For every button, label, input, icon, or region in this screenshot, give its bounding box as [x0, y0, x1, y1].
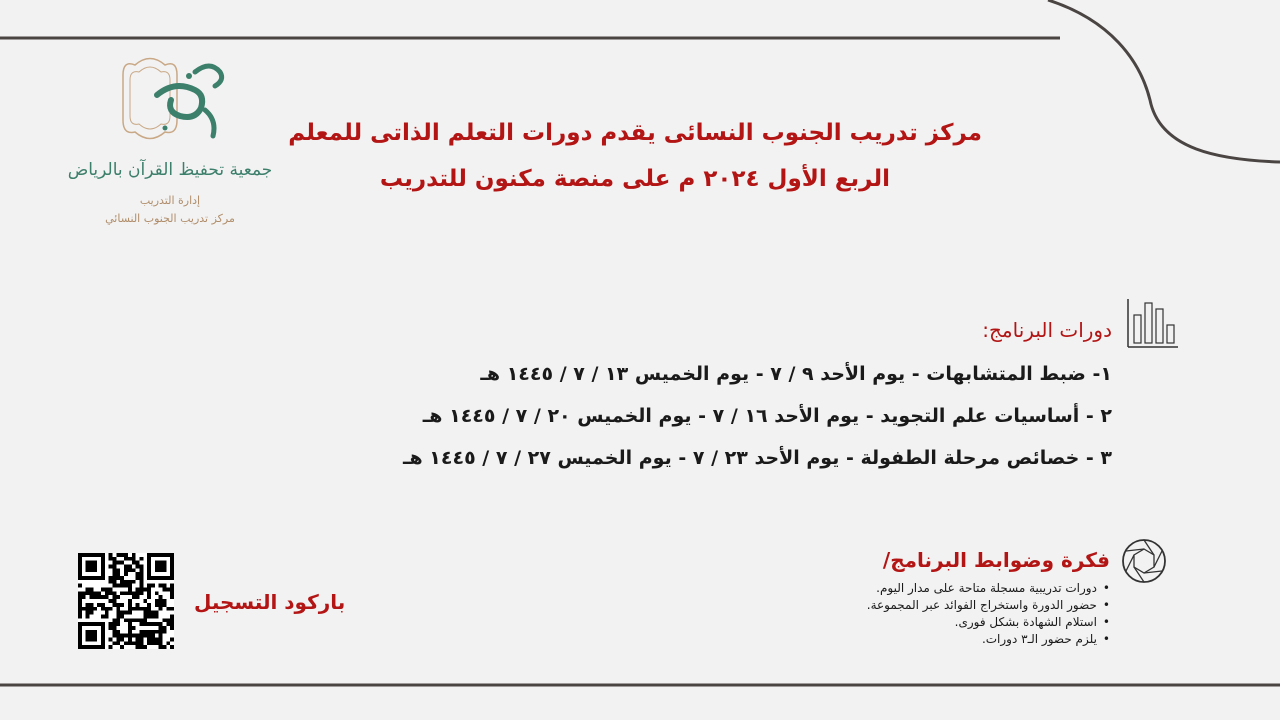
org-name: جمعية تحفيظ القرآن بالرياض: [67, 160, 273, 180]
department-name: إدارة التدريب: [139, 194, 201, 207]
course-item-2: ٢ - أساسيات علم التجويد - يوم الأحد ١٦ / ٧ - يوم الخميس ٢٠ / ٧ / ١٤٤٥ هـ: [422, 405, 1112, 427]
rule-item-4: • يلزم حضور الـ٣ دورات.: [690, 631, 1110, 648]
bar-chart-icon: [1124, 295, 1180, 351]
rule-item-1: • دورات تدريبية مسجلة متاحة على مدار اليوم.: [690, 580, 1110, 597]
rules-list: [690, 580, 1110, 648]
rule-item-2: • حضور الدورة واستخراج الفوائد عبر المجموعة.: [690, 597, 1110, 614]
center-name: مركز تدريب الجنوب النسائي: [105, 212, 235, 225]
headline-line-1: مركز تدريب الجنوب النسائى يقدم دورات التعلم الذاتى للمعلم: [288, 120, 982, 146]
rules-heading: فكرة وضوابط البرنامج/: [882, 548, 1110, 572]
headline: [282, 116, 982, 196]
registration-qr-code[interactable]: [78, 553, 174, 649]
courses-section: [272, 316, 1112, 472]
course-item-3: ٣ - خصائص مرحلة الطفولة - يوم الأحد ٢٣ / ٧ - يوم الخميس ٢٧ / ٧ / ١٤٤٥ هـ: [402, 447, 1112, 469]
headline-line-2: الربع الأول ٢٠٢٤ م على منصة مكنون للتدريب: [379, 166, 890, 192]
maknoon-logo: [105, 50, 235, 150]
course-item-1: ١- ضبط المتشابهات - يوم الأحد ٩ / ٧ - يوم الخميس ١٣ / ٧ / ١٤٤٥ هـ: [480, 363, 1112, 385]
courses-heading: دورات البرنامج:: [982, 318, 1112, 342]
rule-item-3: • استلام الشهادة بشكل فورى.: [690, 614, 1110, 631]
registration-label: باركود التسجيل: [194, 590, 346, 614]
rules-section: [690, 546, 1110, 648]
camera-aperture-icon: [1120, 537, 1168, 585]
logo-block: [40, 50, 300, 230]
